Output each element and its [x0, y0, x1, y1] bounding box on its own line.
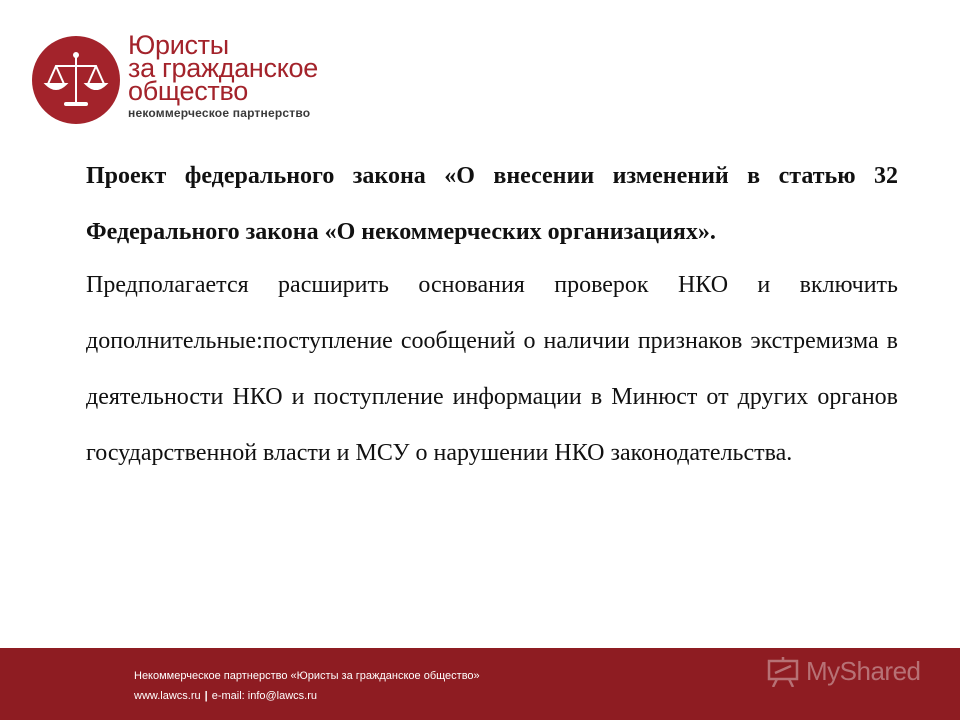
footer-website-link[interactable]: www.lawcs.ru [134, 690, 201, 702]
scales-of-justice-icon [32, 36, 120, 124]
footer-email-link[interactable]: e-mail: info@lawcs.ru [211, 690, 318, 702]
footer-organization: Некоммерческое партнерство «Юристы за гражданское общество» [134, 670, 480, 682]
slide-content [86, 148, 898, 481]
logo [32, 30, 372, 136]
footer-separator: | [204, 690, 208, 702]
logo-emblem [32, 36, 120, 124]
footer-contacts [134, 686, 480, 706]
logo-line-2: за гражданское [128, 53, 318, 83]
slide-heading: Проект федерального закона «О внесении изменений в статью 32 Федерального закона «О некоммерческих организациях». [86, 163, 898, 245]
logo-subtitle: некоммерческое партнерство [128, 106, 311, 120]
presentation-board-icon [766, 657, 800, 687]
slide-body: Предполагается расширить основания проверок НКО и включить дополнительные:поступление сообщений о наличии признаков экстремизма в деятельности НКО и поступление информации в Минюст от других органов государственной власти и МСУ о нарушении НКО законодательства. [86, 272, 898, 466]
watermark-label: MyShared [806, 656, 921, 686]
logo-wordmark [128, 30, 318, 120]
logo-line-1: Юристы [128, 30, 229, 60]
footer-info [134, 666, 480, 706]
watermark[interactable] [766, 656, 921, 687]
logo-line-3: общество [128, 76, 248, 106]
